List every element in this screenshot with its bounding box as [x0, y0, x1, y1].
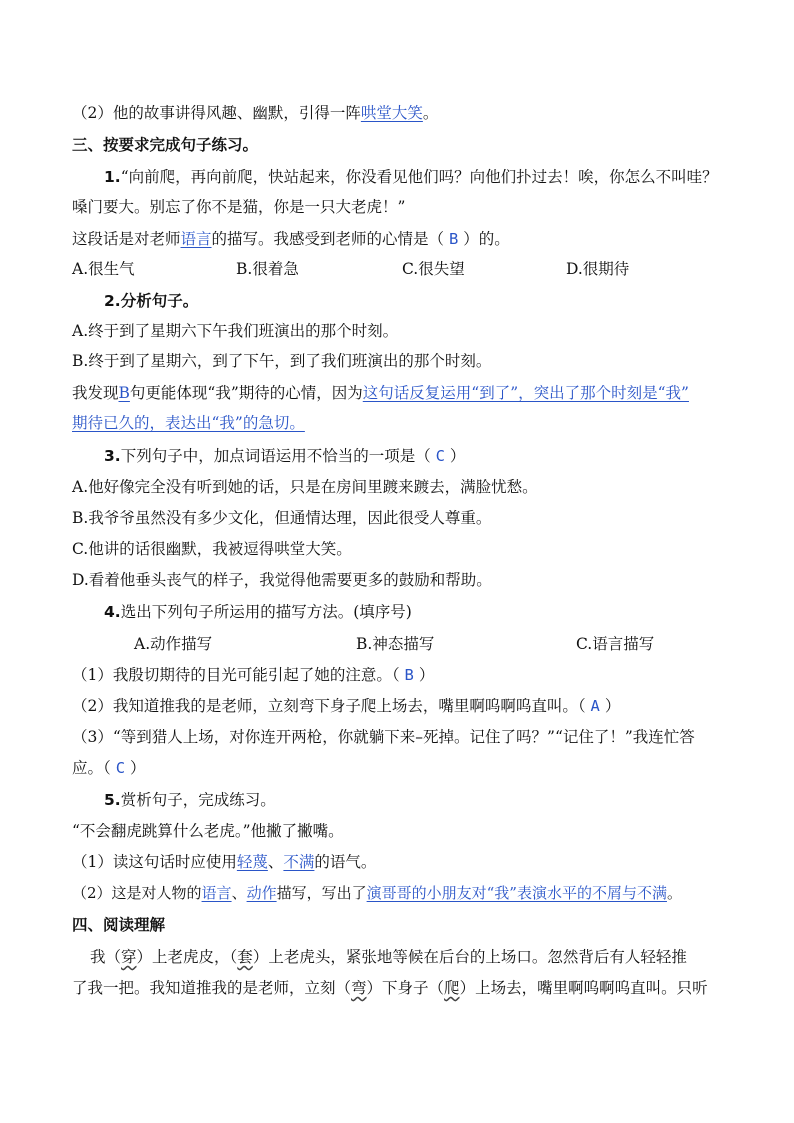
q1-answer-1: 语言	[180, 230, 212, 248]
q1-option-a: A.很生气	[72, 260, 135, 278]
q3-answer: C	[435, 447, 445, 465]
q4-item-3-answer: C	[115, 759, 126, 777]
q1-option-d: D.很期待	[566, 260, 630, 278]
q2-answer-line-1	[72, 382, 734, 404]
q3-option-d: D.看着他垂头丧气的样子，我觉得他需要更多的鼓励和帮助。	[72, 571, 492, 589]
q4-item-3-close: ）	[125, 759, 146, 777]
q3-close: ）	[444, 447, 466, 465]
q5-item-2-sep: 、	[231, 884, 247, 902]
q4-item-2-text: （2）我知道推我的是老师，立刻弯下身子爬上场去，嘴里啊呜啊呜直叫。（	[72, 697, 591, 715]
reading-line-1	[90, 946, 734, 968]
q2-answer-pre: 我发现	[72, 384, 119, 402]
q5-item-2-pre: （2）这是对人物的	[72, 884, 202, 902]
q1-statement	[72, 228, 734, 250]
q3-number: 3.	[104, 447, 121, 465]
q2-option-b: B.终于到了星期六，到了下午，到了我们班演出的那个时刻。	[72, 352, 492, 370]
q3-option-b: B.我爷爷虽然没有多少文化，但通情达理，因此很受人尊重。	[72, 509, 492, 527]
q5-item-1-post: 的语气。	[314, 853, 377, 871]
q5-item-2-mid: 描写，写出了	[276, 884, 367, 902]
q4-number: 4.	[104, 603, 121, 621]
q1-statement-post: ）的。	[458, 230, 510, 248]
q4-item-3-line-1: （3）“等到猎人上场，对你连开两枪，你就躺下来–死掉。记住了吗？”“记住了！”我连忙答	[72, 728, 695, 746]
q4-item-3-text: 应。（	[72, 759, 116, 777]
q2-answer-reason-2: 期待已久的，表达出“我”的急切。	[72, 414, 305, 432]
q5-item-1-sep: 、	[267, 853, 284, 871]
q4-option-b: B.神态描写	[356, 635, 435, 653]
q2-answer-line-2	[72, 412, 734, 434]
q4-item-2	[72, 695, 734, 717]
q4-item-1	[72, 664, 734, 686]
q2-answer-mid: 句更能体现“我”期待的心情，因为	[129, 384, 363, 402]
q1-answer-2: B	[448, 230, 459, 248]
reading-text: ）下身子（	[366, 979, 445, 997]
reading-text: ）上老虎头，紧张地等候在后台的上场口。忽然背后有人轻轻推	[252, 948, 687, 966]
q5-item-1-answer-b: 不满	[283, 853, 315, 871]
q5-heading	[104, 789, 734, 811]
q4-item-2-answer: A	[590, 697, 600, 715]
q2-heading	[104, 290, 734, 312]
reading-word-2: 套	[237, 948, 253, 966]
q4-item-1-close: ）	[413, 666, 435, 684]
reading-text: 我（	[90, 948, 122, 966]
q3-heading	[104, 445, 734, 467]
reading-text: 了我一把。我知道推我的是老师，立刻（	[72, 979, 352, 997]
q5-item-1-answer-a: 轻蔑	[236, 853, 268, 871]
reading-text: ）上场去，嘴里啊呜啊呜直叫。只听	[459, 979, 708, 997]
q4-option-c: C.语言描写	[576, 635, 655, 653]
q1-quote-line-1	[104, 166, 734, 188]
q5-title: 赏析句子，完成练习。	[120, 791, 276, 809]
sentence-end: 。	[422, 104, 439, 122]
q3-title: 下列句子中，加点词语运用不恰当的一项是（	[120, 447, 436, 465]
q1-number: 1.	[104, 168, 121, 186]
q2-answer-reason-1: 这句话反复运用“到了”，突出了那个时刻是“我”	[362, 384, 689, 402]
q2-answer-letter: B	[118, 384, 130, 402]
q4-title: 选出下列句子所运用的描写方法。(填序号)	[120, 603, 412, 621]
q4-item-1-answer: B	[404, 666, 414, 684]
q5-item-1-pre: （1）读这句话时应使用	[72, 853, 237, 871]
q1-statement-pre: 这段话是对老师	[72, 230, 181, 248]
q2-number: 2.	[104, 292, 121, 310]
answer-text: 哄堂大笑	[360, 104, 423, 122]
q5-quote: “不会翻虎跳算什么老虎。”他撇了撇嘴。	[72, 822, 344, 840]
q1-quote-text: “向前爬，再向前爬，快站起来，你没看见他们吗？向他们扑过去！唉，你怎么不叫哇？	[120, 168, 718, 186]
q2-option-a: A.终于到了星期六下午我们班演出的那个时刻。	[72, 322, 399, 340]
reading-word-1: 穿	[121, 948, 137, 966]
q4-item-2-close: ）	[599, 697, 621, 715]
q1-statement-mid: 的描写。我感受到老师的心情是（	[211, 230, 449, 248]
reading-text: ）上老虎皮，（	[136, 948, 238, 966]
q1-option-b: B.很着急	[236, 260, 299, 278]
q4-item-1-text: （1）我殷切期待的目光可能引起了她的注意。（	[72, 666, 405, 684]
line-sentence-2	[72, 102, 734, 124]
q2-title: 分析句子。	[120, 292, 199, 310]
section-3-heading: 三、按要求完成句子练习。	[72, 136, 259, 154]
reading-line-2	[72, 977, 734, 999]
q3-option-a: A.他好像完全没有听到她的话，只是在房间里踱来踱去，满脸忧愁。	[72, 478, 538, 496]
q5-item-2-answer-a: 语言	[201, 884, 232, 902]
section-4-heading: 四、阅读理解	[72, 916, 166, 934]
q4-item-3-line-2	[72, 757, 734, 779]
q4-heading	[104, 601, 734, 623]
q5-item-2-answer-b: 动作	[246, 884, 277, 902]
q4-option-a: A.动作描写	[134, 635, 213, 653]
q5-number: 5.	[104, 791, 121, 809]
reading-word-4: 爬	[444, 979, 460, 997]
q5-item-1	[72, 851, 734, 873]
sentence-text: （2）他的故事讲得风趣、幽默，引得一阵	[72, 104, 361, 122]
q3-option-c: C.他讲的话很幽默，我被逗得哄堂大笑。	[72, 540, 352, 558]
q5-item-2	[72, 882, 734, 904]
q5-item-2-answer-c: 演哥哥的小朋友对“我”表演水平的不屑与不满	[366, 884, 667, 902]
q1-quote-line-2: 嗓门要大。别忘了你不是猫，你是一只大老虎！”	[72, 198, 406, 216]
q1-option-c: C.很失望	[402, 260, 465, 278]
reading-word-3: 弯	[351, 979, 367, 997]
q5-item-2-post: 。	[666, 884, 682, 902]
